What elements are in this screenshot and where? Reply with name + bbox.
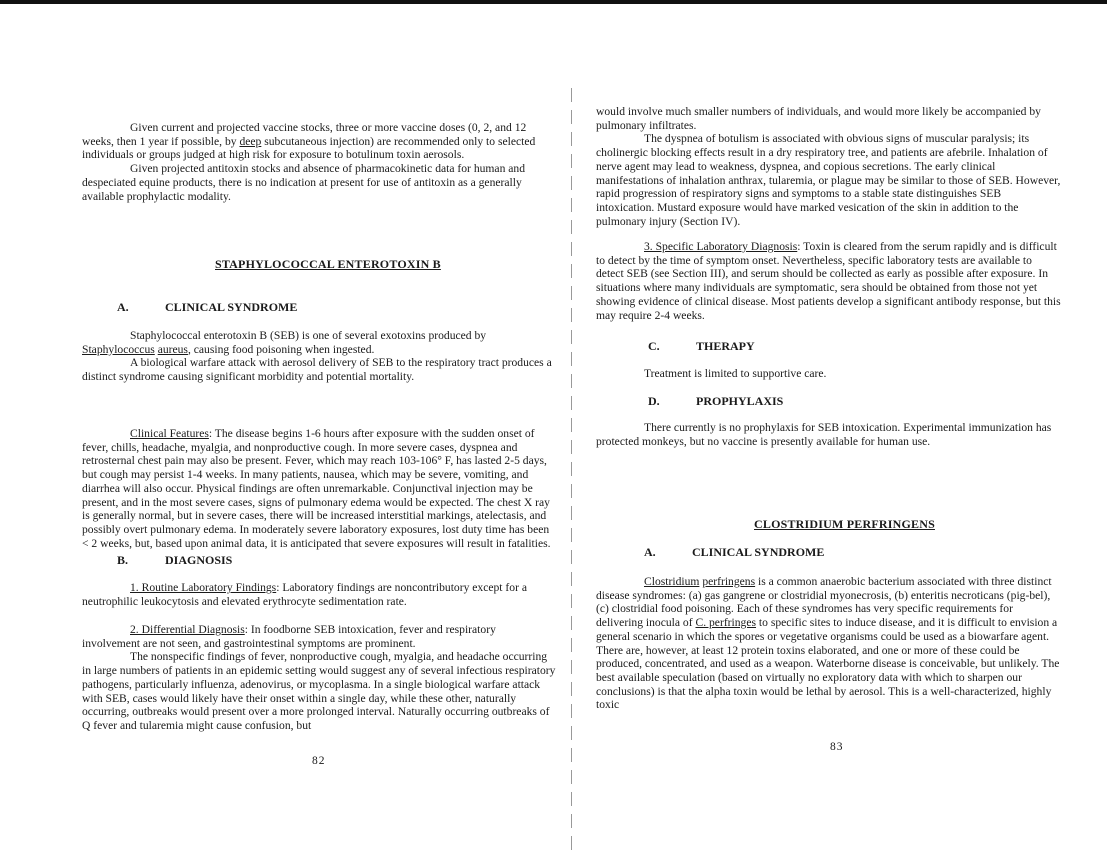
continued-block (596, 105, 1061, 228)
heading-diagnosis (117, 553, 232, 568)
page-gutter-divider (571, 88, 572, 850)
prophylaxis-block (596, 421, 1061, 448)
heading-letter: A. (117, 300, 129, 314)
heading-label: THERAPY (696, 339, 755, 353)
text: is a common anaerobic bacterium associated with three distinct disease syndromes: (a) gas gangrene or clostridial myonecrosis, (b) enteritis necroticans (pig-bel), (c) clostridial food poisoning. Each of these syndromes has very specific requirements for delivering inocula of (596, 575, 1052, 630)
text: : Toxin is cleared from the serum rapidly and is difficult to detect by the time of symptom onset. Nevertheless, specific laboratory tests are available to detect SEB (see Section III), and serum should be collected as early as possible after exposure. In situations where many individuals are symptomatic, sera should be obtained from those not yet showing evidence of clinical disease. Most patients develop a significant antibody response, but this may require 2-4 weeks. (596, 240, 1061, 322)
underlined-text: Clostridium (644, 575, 700, 588)
section-title-seb: STAPHYLOCOCCAL ENTEROTOXIN B (215, 257, 441, 271)
heading-letter: B. (117, 553, 129, 567)
heading-letter: D. (648, 394, 660, 408)
attack-paragraph: A biological warfare attack with aerosol delivery of SEB to the respiratory tract produces a distinct syndrome causing significant morbidity and potential mortality. (82, 356, 552, 384)
therapy-text: Treatment is limited to supportive care. (644, 367, 827, 380)
text: , causing food poisoning when ingested. (187, 342, 375, 356)
clostridium-paragraph (596, 575, 1061, 712)
prophylaxis-paragraph: There currently is no prophylaxis for SEB intoxication. Experimental immunization has protected monkeys, but no vaccine is presently available for human use. (596, 421, 1052, 448)
underlined-text: deep (239, 134, 262, 148)
text: Staphylococcal enterotoxin B (SEB) is one of several exotoxins produced by (130, 329, 487, 342)
heading-label: CLINICAL SYNDROME (165, 300, 298, 314)
clinical-features-paragraph (82, 427, 556, 550)
underlined-label: Clinical Features (130, 427, 209, 440)
heading-label: PROPHYLAXIS (696, 394, 784, 408)
specific-block (596, 240, 1061, 322)
differential-paragraph (82, 623, 556, 650)
section-title-clostridium: CLOSTRIDIUM PERFRINGENS (754, 517, 935, 531)
seb-block (82, 329, 556, 384)
seb-paragraph (82, 329, 556, 356)
text: to specific sites to induce disease, and it is difficult to envision a general scenario in which the spores or vegetative organisms could be used as a biowarfare agent. There are, however, at least 12 protein toxins elaborated, and one or more of these could be produced, concentrated, and used as a weapon. Waterborne disease is conceivable, but unlikely. The best available speculation (based on virtually no exploratory data with which to sharpen our conclusions) is that the alpha toxin would be lethal by aerosol. This is a well-characterized, highly toxic (596, 616, 1060, 712)
heading-letter: C. (648, 339, 660, 353)
text: Given current and projected vaccine stocks, three or more vaccine doses (0, 2, and 12 weeks, then 1 year if possible, by (82, 121, 527, 148)
text: subcutaneous injection) are recommended only to selected individuals or groups judged at high risk for exposure to botulinum toxin aerosols. (82, 134, 536, 162)
differential-block (82, 623, 556, 733)
text: : In foodborne SEB intoxication, fever and respiratory involvement are not seen, and gastrointestinal symptoms are prominent. (82, 623, 496, 650)
heading-label: CLINICAL SYNDROME (692, 545, 825, 559)
continued-paragraph: would involve much smaller numbers of individuals, and would more likely be accompanied by pulmonary infiltrates. (596, 105, 1041, 132)
heading-clinical-syndrome-2 (644, 545, 824, 560)
page-number-right: 83 (830, 741, 844, 753)
nonspecific-paragraph: The nonspecific findings of fever, nonproductive cough, myalgia, and headache occurring in large numbers of patients in an epidemic setting would suggest any of several infectious respiratory pathogens, particularly influenza, adenovirus, or mycoplasma. In a single biological warfare attack with SEB, cases would likely have their onset within a single day, while these other, naturally occurring, outbreaks would present over a more prolonged interval. Naturally occurring outbreaks of Q fever and tularemia might cause confusion, but (82, 650, 556, 732)
underlined-text: Staphylococcus (82, 342, 155, 356)
underlined-label: 2. Differential Diagnosis (130, 623, 245, 636)
clostridium-block (596, 575, 1061, 712)
routine-paragraph (82, 581, 556, 608)
underlined-label: 3. Specific Laboratory Diagnosis (644, 240, 798, 253)
dyspnea-paragraph: The dyspnea of botulism is associated with obvious signs of muscular paralysis; its cholinergic blocking effects result in a dry respiratory tree, and patients are afebrile. Inhalation of nerve agent may lead to weakness, dyspnea, and copious secretions. The early clinical manifestations of inhalation anthrax, tularemia, or plague may be similar to those of SEB. However, rapid progression of respiratory signs and symptoms to a stable state distinguishes SEB intoxication. Mustard exposure would have marked vesication of the skin in addition to the pulmonary injury (Section IV). (596, 132, 1061, 228)
heading-letter: A. (644, 545, 656, 559)
underlined-label: 1. Routine Laboratory Findings (130, 581, 277, 594)
underlined-text: perfringens (702, 575, 756, 588)
heading-clinical-syndrome (117, 300, 297, 315)
antitoxin-paragraph: Given projected antitoxin stocks and absence of pharmacokinetic data for human and despeciated equine products, there is no indication at present for use of antitoxin as a generally available prophylactic modality. (82, 162, 526, 203)
vaccine-paragraph (82, 121, 556, 162)
vaccine-block (82, 121, 556, 203)
heading-prophylaxis (648, 394, 783, 409)
heading-label: DIAGNOSIS (165, 553, 233, 567)
underlined-text: C. perfringes (695, 616, 757, 630)
specific-paragraph (596, 240, 1061, 322)
clinical-features-block (82, 427, 556, 550)
text: : The disease begins 1-6 hours after exposure with the sudden onset of fever, chills, headache, myalgia, and nonproductive cough. In more severe cases, dyspnea and retrosternal chest pain may also be present. Fever, which may reach 103-106° F, has lasted 2-5 days, but cough may persist 1-4 weeks. In many patients, nausea, which may be severe, vomiting, and diarrhea will also occur. Physical findings are often unremarkable. Conjunctival injection may be present, and in the most severe cases, signs of pulmonary edema would be expected. The chest X ray is generally normal, but in severe cases, there will be increased interstitial markings, atelectasis, and possibly overt pulmonary edema. In moderately severe laboratory exposures, lost duty time has been < 2 weeks, but, based upon animal data, it is anticipated that severe exposures will result in fatalities. (82, 427, 551, 550)
heading-therapy (648, 339, 755, 354)
underlined-text: aureus (157, 342, 188, 356)
text: : Laboratory findings are noncontributory except for a neutrophilic leukocytosis and elevated erythrocyte sedimentation rate. (82, 581, 527, 608)
page-number-left: 82 (312, 755, 326, 767)
routine-block (82, 581, 556, 608)
scan-top-border (0, 0, 1107, 4)
